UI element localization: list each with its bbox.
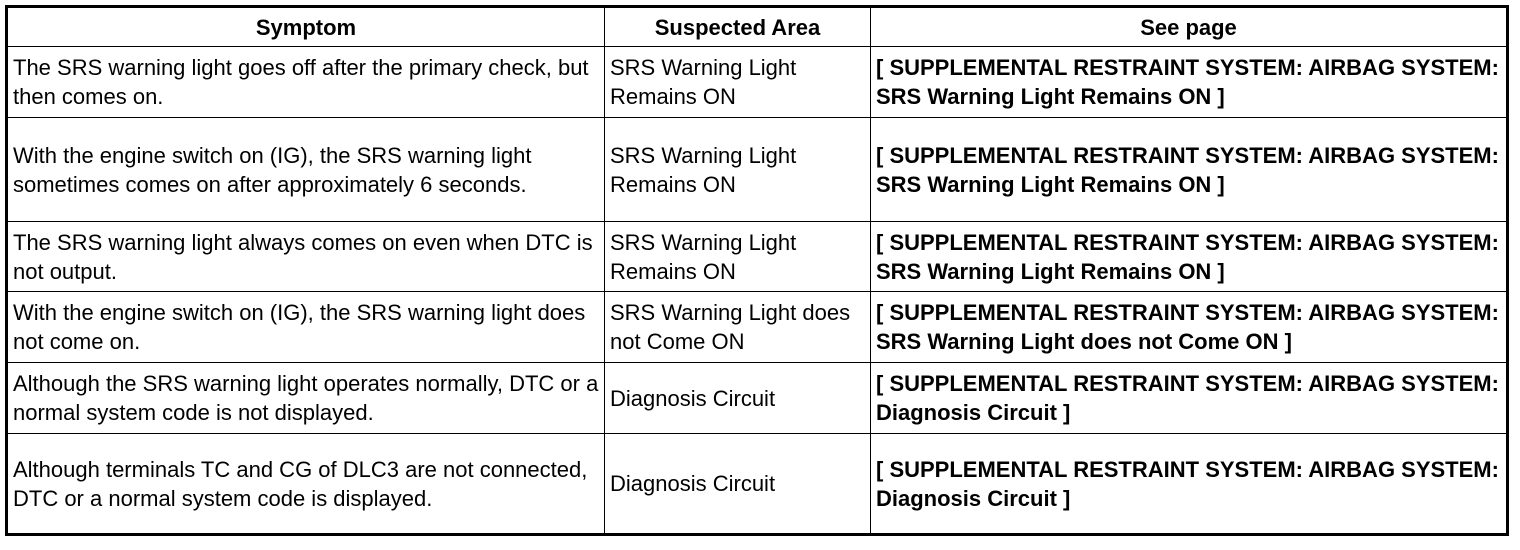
table-row	[7, 118, 1508, 222]
suspected-area-cell: SRS Warning Light Remains ON	[605, 222, 871, 292]
symptom-cell: The SRS warning light goes off after the primary check, but then comes on.	[7, 47, 605, 118]
header-symptom: Symptom	[7, 7, 605, 47]
symptom-cell: The SRS warning light always comes on even when DTC is not output.	[7, 222, 605, 292]
table-row	[7, 434, 1508, 535]
see-page-cell: [ SUPPLEMENTAL RESTRAINT SYSTEM: AIRBAG SYSTEM: Diagnosis Circuit ]	[871, 434, 1508, 535]
suspected-area-cell: SRS Warning Light Remains ON	[605, 118, 871, 222]
see-page-cell: [ SUPPLEMENTAL RESTRAINT SYSTEM: AIRBAG SYSTEM: SRS Warning Light Remains ON ]	[871, 222, 1508, 292]
table-row	[7, 222, 1508, 292]
symptom-cell: With the engine switch on (IG), the SRS warning light sometimes comes on after approximately 6 seconds.	[7, 118, 605, 222]
symptom-cell: Although the SRS warning light operates normally, DTC or a normal system code is not displayed.	[7, 363, 605, 434]
see-page-cell: [ SUPPLEMENTAL RESTRAINT SYSTEM: AIRBAG SYSTEM: SRS Warning Light Remains ON ]	[871, 47, 1508, 118]
table-row	[7, 47, 1508, 118]
suspected-area-cell: Diagnosis Circuit	[605, 363, 871, 434]
see-page-cell: [ SUPPLEMENTAL RESTRAINT SYSTEM: AIRBAG SYSTEM: SRS Warning Light Remains ON ]	[871, 118, 1508, 222]
symptom-table	[5, 5, 1509, 536]
suspected-area-cell: SRS Warning Light does not Come ON	[605, 292, 871, 363]
suspected-area-cell: SRS Warning Light Remains ON	[605, 47, 871, 118]
symptom-cell: With the engine switch on (IG), the SRS warning light does not come on.	[7, 292, 605, 363]
table-row	[7, 292, 1508, 363]
symptom-cell: Although terminals TC and CG of DLC3 are not connected, DTC or a normal system code is displayed.	[7, 434, 605, 535]
see-page-cell: [ SUPPLEMENTAL RESTRAINT SYSTEM: AIRBAG SYSTEM: Diagnosis Circuit ]	[871, 363, 1508, 434]
suspected-area-cell: Diagnosis Circuit	[605, 434, 871, 535]
header-suspected-area: Suspected Area	[605, 7, 871, 47]
header-see-page: See page	[871, 7, 1508, 47]
see-page-cell: [ SUPPLEMENTAL RESTRAINT SYSTEM: AIRBAG SYSTEM: SRS Warning Light does not Come ON ]	[871, 292, 1508, 363]
table-header-row	[7, 7, 1508, 47]
table-row	[7, 363, 1508, 434]
